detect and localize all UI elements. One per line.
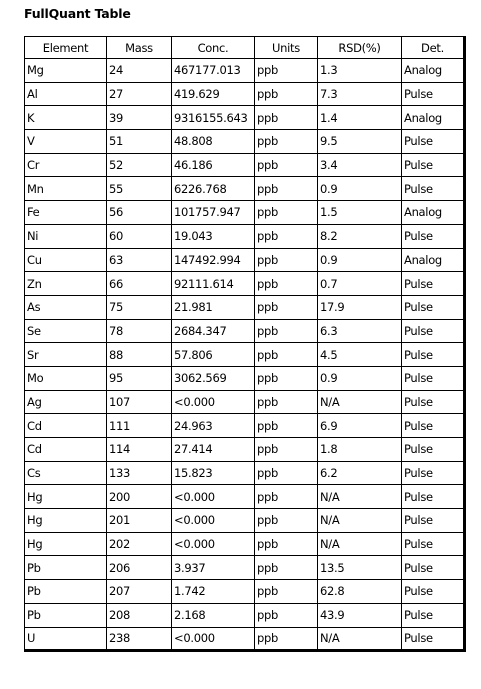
cell-conc: 1.742 (172, 580, 255, 604)
cell-element: Cd (25, 438, 107, 462)
cell-conc: 92111.614 (172, 272, 255, 296)
cell-conc: 24.963 (172, 414, 255, 438)
table-row (25, 82, 465, 106)
cell-det: Analog (402, 59, 465, 83)
cell-rsd: 6.3 (318, 319, 402, 343)
cell-conc: <0.000 (172, 532, 255, 556)
cell-rsd: 9.5 (318, 130, 402, 154)
cell-rsd: 1.8 (318, 438, 402, 462)
cell-element: Cd (25, 414, 107, 438)
cell-rsd: 13.5 (318, 556, 402, 580)
cell-element: Hg (25, 485, 107, 509)
cell-element: V (25, 130, 107, 154)
cell-det: Pulse (402, 343, 465, 367)
page-title: FullQuant Table (24, 6, 131, 21)
cell-rsd: 6.2 (318, 461, 402, 485)
table-row (25, 319, 465, 343)
table-row (25, 272, 465, 296)
cell-units: ppb (255, 627, 318, 651)
table-row (25, 390, 465, 414)
cell-conc: 48.808 (172, 130, 255, 154)
cell-conc: 467177.013 (172, 59, 255, 83)
cell-det: Pulse (402, 509, 465, 533)
cell-element: K (25, 106, 107, 130)
cell-rsd: 4.5 (318, 343, 402, 367)
cell-element: Pb (25, 603, 107, 627)
cell-element: Fe (25, 201, 107, 225)
cell-rsd: 0.9 (318, 248, 402, 272)
cell-mass: 238 (107, 627, 172, 651)
cell-element: Se (25, 319, 107, 343)
cell-element: Cs (25, 461, 107, 485)
table-row (25, 509, 465, 533)
cell-element: Cu (25, 248, 107, 272)
cell-units: ppb (255, 106, 318, 130)
cell-conc: 3.937 (172, 556, 255, 580)
cell-mass: 202 (107, 532, 172, 556)
cell-det: Pulse (402, 414, 465, 438)
cell-units: ppb (255, 295, 318, 319)
cell-element: Cr (25, 153, 107, 177)
cell-rsd: 3.4 (318, 153, 402, 177)
cell-conc: 57.806 (172, 343, 255, 367)
table-body (25, 59, 465, 651)
cell-mass: 95 (107, 366, 172, 390)
cell-conc: 3062.569 (172, 366, 255, 390)
table-row (25, 532, 465, 556)
column-header-det: Det. (402, 37, 465, 59)
table-row (25, 580, 465, 604)
cell-element: Al (25, 82, 107, 106)
column-header-element: Element (25, 37, 107, 59)
cell-det: Pulse (402, 532, 465, 556)
cell-rsd: 0.9 (318, 366, 402, 390)
cell-det: Pulse (402, 319, 465, 343)
cell-det: Pulse (402, 130, 465, 154)
table-header-row (25, 37, 465, 59)
table-row (25, 153, 465, 177)
cell-conc: 6226.768 (172, 177, 255, 201)
cell-rsd: 7.3 (318, 82, 402, 106)
cell-rsd: 8.2 (318, 224, 402, 248)
cell-units: ppb (255, 319, 318, 343)
table-row (25, 295, 465, 319)
cell-element: Hg (25, 509, 107, 533)
table-row (25, 438, 465, 462)
table-row (25, 366, 465, 390)
cell-conc: 147492.994 (172, 248, 255, 272)
column-header-conc: Conc. (172, 37, 255, 59)
cell-conc: <0.000 (172, 627, 255, 651)
cell-units: ppb (255, 485, 318, 509)
cell-rsd: N/A (318, 485, 402, 509)
cell-units: ppb (255, 461, 318, 485)
cell-conc: 19.043 (172, 224, 255, 248)
cell-mass: 208 (107, 603, 172, 627)
table-row (25, 556, 465, 580)
table-row (25, 414, 465, 438)
cell-mass: 55 (107, 177, 172, 201)
cell-det: Pulse (402, 153, 465, 177)
cell-element: U (25, 627, 107, 651)
cell-element: Mo (25, 366, 107, 390)
cell-mass: 78 (107, 319, 172, 343)
fullquant-table-container (24, 36, 464, 652)
cell-element: As (25, 295, 107, 319)
cell-rsd: 1.5 (318, 201, 402, 225)
cell-element: Mg (25, 59, 107, 83)
cell-conc: 2.168 (172, 603, 255, 627)
column-header-rsd: RSD(%) (318, 37, 402, 59)
cell-rsd: 0.9 (318, 177, 402, 201)
cell-mass: 39 (107, 106, 172, 130)
cell-det: Pulse (402, 390, 465, 414)
cell-mass: 200 (107, 485, 172, 509)
cell-det: Pulse (402, 627, 465, 651)
cell-det: Analog (402, 106, 465, 130)
cell-mass: 133 (107, 461, 172, 485)
cell-conc: 9316155.643 (172, 106, 255, 130)
cell-mass: 56 (107, 201, 172, 225)
cell-mass: 107 (107, 390, 172, 414)
cell-units: ppb (255, 177, 318, 201)
cell-conc: 46.186 (172, 153, 255, 177)
cell-mass: 207 (107, 580, 172, 604)
cell-units: ppb (255, 272, 318, 296)
cell-rsd: 6.9 (318, 414, 402, 438)
cell-units: ppb (255, 153, 318, 177)
cell-mass: 60 (107, 224, 172, 248)
table-row (25, 130, 465, 154)
cell-det: Pulse (402, 177, 465, 201)
cell-rsd: 62.8 (318, 580, 402, 604)
cell-det: Pulse (402, 224, 465, 248)
table-row (25, 248, 465, 272)
cell-units: ppb (255, 248, 318, 272)
cell-element: Ag (25, 390, 107, 414)
cell-det: Analog (402, 201, 465, 225)
cell-rsd: N/A (318, 532, 402, 556)
cell-mass: 114 (107, 438, 172, 462)
table-row (25, 224, 465, 248)
cell-conc: <0.000 (172, 485, 255, 509)
cell-mass: 88 (107, 343, 172, 367)
cell-conc: 419.629 (172, 82, 255, 106)
cell-det: Pulse (402, 366, 465, 390)
cell-det: Pulse (402, 603, 465, 627)
cell-det: Pulse (402, 438, 465, 462)
cell-element: Zn (25, 272, 107, 296)
cell-conc: <0.000 (172, 390, 255, 414)
cell-mass: 206 (107, 556, 172, 580)
cell-units: ppb (255, 59, 318, 83)
cell-det: Pulse (402, 485, 465, 509)
cell-mass: 66 (107, 272, 172, 296)
cell-conc: <0.000 (172, 509, 255, 533)
cell-rsd: 43.9 (318, 603, 402, 627)
cell-rsd: N/A (318, 390, 402, 414)
cell-element: Pb (25, 580, 107, 604)
cell-det: Pulse (402, 556, 465, 580)
fullquant-table (24, 36, 466, 652)
cell-element: Ni (25, 224, 107, 248)
cell-mass: 27 (107, 82, 172, 106)
cell-conc: 2684.347 (172, 319, 255, 343)
cell-element: Hg (25, 532, 107, 556)
cell-conc: 101757.947 (172, 201, 255, 225)
cell-rsd: 17.9 (318, 295, 402, 319)
cell-det: Pulse (402, 295, 465, 319)
cell-mass: 63 (107, 248, 172, 272)
cell-units: ppb (255, 556, 318, 580)
table-row (25, 201, 465, 225)
cell-units: ppb (255, 390, 318, 414)
cell-units: ppb (255, 343, 318, 367)
cell-units: ppb (255, 532, 318, 556)
cell-rsd: 1.4 (318, 106, 402, 130)
cell-mass: 52 (107, 153, 172, 177)
table-row (25, 177, 465, 201)
cell-det: Pulse (402, 580, 465, 604)
cell-det: Pulse (402, 272, 465, 296)
table-row (25, 59, 465, 83)
cell-rsd: N/A (318, 627, 402, 651)
cell-units: ppb (255, 603, 318, 627)
cell-conc: 15.823 (172, 461, 255, 485)
cell-units: ppb (255, 366, 318, 390)
table-row (25, 343, 465, 367)
cell-rsd: 0.7 (318, 272, 402, 296)
column-header-units: Units (255, 37, 318, 59)
cell-det: Pulse (402, 82, 465, 106)
cell-mass: 111 (107, 414, 172, 438)
cell-conc: 21.981 (172, 295, 255, 319)
cell-det: Analog (402, 248, 465, 272)
cell-conc: 27.414 (172, 438, 255, 462)
table-row (25, 461, 465, 485)
cell-element: Mn (25, 177, 107, 201)
table-row (25, 485, 465, 509)
cell-mass: 201 (107, 509, 172, 533)
cell-units: ppb (255, 82, 318, 106)
table-row (25, 627, 465, 651)
cell-det: Pulse (402, 461, 465, 485)
cell-units: ppb (255, 201, 318, 225)
cell-units: ppb (255, 509, 318, 533)
cell-mass: 24 (107, 59, 172, 83)
cell-units: ppb (255, 580, 318, 604)
cell-units: ppb (255, 224, 318, 248)
table-row (25, 106, 465, 130)
cell-element: Sr (25, 343, 107, 367)
cell-rsd: N/A (318, 509, 402, 533)
cell-mass: 75 (107, 295, 172, 319)
cell-mass: 51 (107, 130, 172, 154)
column-header-mass: Mass (107, 37, 172, 59)
cell-rsd: 1.3 (318, 59, 402, 83)
cell-units: ppb (255, 438, 318, 462)
cell-units: ppb (255, 130, 318, 154)
table-row (25, 603, 465, 627)
cell-units: ppb (255, 414, 318, 438)
cell-element: Pb (25, 556, 107, 580)
